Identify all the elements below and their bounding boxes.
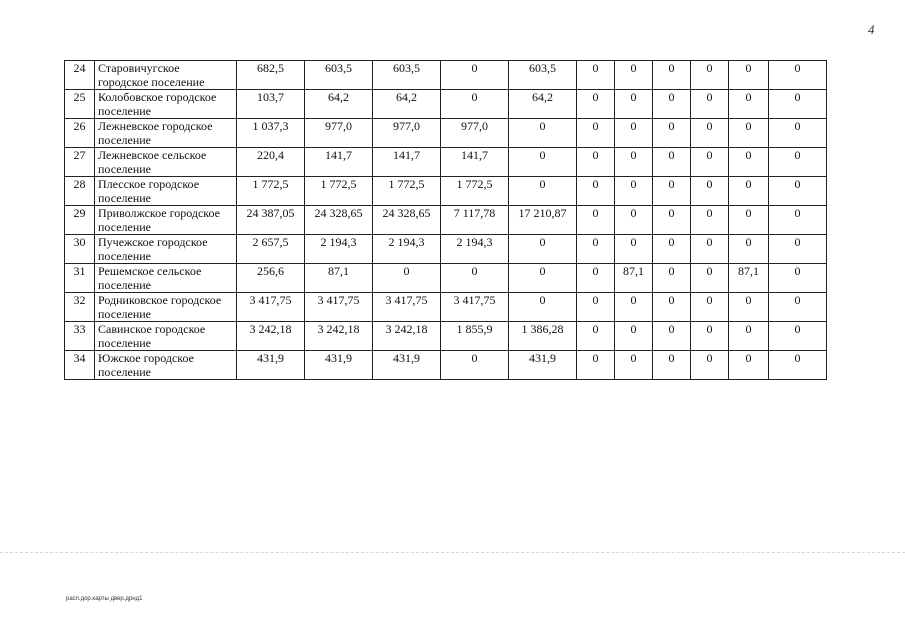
value-cell-8: 0 bbox=[653, 322, 691, 351]
value-cell-3: 141,7 bbox=[373, 148, 441, 177]
value-cell-3: 2 194,3 bbox=[373, 235, 441, 264]
row-number: 32 bbox=[65, 293, 95, 322]
value-cell-9: 0 bbox=[691, 177, 729, 206]
value-cell-8: 0 bbox=[653, 148, 691, 177]
settlement-name: Лежневское городское поселение bbox=[95, 119, 237, 148]
row-number: 31 bbox=[65, 264, 95, 293]
value-cell-7: 87,1 bbox=[615, 264, 653, 293]
value-cell-9: 0 bbox=[691, 206, 729, 235]
value-cell-10: 0 bbox=[729, 293, 769, 322]
value-cell-10: 87,1 bbox=[729, 264, 769, 293]
value-cell-11: 0 bbox=[769, 235, 827, 264]
row-number: 27 bbox=[65, 148, 95, 177]
value-cell-8: 0 bbox=[653, 235, 691, 264]
value-cell-8: 0 bbox=[653, 264, 691, 293]
value-cell-6: 0 bbox=[577, 235, 615, 264]
value-cell-8: 0 bbox=[653, 90, 691, 119]
value-cell-5: 431,9 bbox=[509, 351, 577, 380]
row-number: 34 bbox=[65, 351, 95, 380]
value-cell-2: 2 194,3 bbox=[305, 235, 373, 264]
value-cell-11: 0 bbox=[769, 293, 827, 322]
value-cell-11: 0 bbox=[769, 119, 827, 148]
value-cell-11: 0 bbox=[769, 264, 827, 293]
value-cell-2: 3 417,75 bbox=[305, 293, 373, 322]
value-cell-1: 24 387,05 bbox=[237, 206, 305, 235]
settlement-name: Савинское городское поселение bbox=[95, 322, 237, 351]
row-number: 28 bbox=[65, 177, 95, 206]
value-cell-1: 1 037,3 bbox=[237, 119, 305, 148]
row-number: 30 bbox=[65, 235, 95, 264]
value-cell-7: 0 bbox=[615, 148, 653, 177]
value-cell-5: 0 bbox=[509, 148, 577, 177]
value-cell-6: 0 bbox=[577, 177, 615, 206]
footer-filename: расп.дор.карты двер.дрнд1 bbox=[66, 596, 143, 602]
value-cell-11: 0 bbox=[769, 148, 827, 177]
value-cell-11: 0 bbox=[769, 322, 827, 351]
value-cell-10: 0 bbox=[729, 177, 769, 206]
value-cell-9: 0 bbox=[691, 293, 729, 322]
value-cell-5: 0 bbox=[509, 264, 577, 293]
value-cell-5: 0 bbox=[509, 235, 577, 264]
row-number: 26 bbox=[65, 119, 95, 148]
value-cell-6: 0 bbox=[577, 119, 615, 148]
value-cell-4: 2 194,3 bbox=[441, 235, 509, 264]
value-cell-5: 603,5 bbox=[509, 61, 577, 90]
value-cell-2: 603,5 bbox=[305, 61, 373, 90]
value-cell-9: 0 bbox=[691, 351, 729, 380]
table-row bbox=[65, 322, 827, 351]
page-number: 4 bbox=[868, 22, 875, 37]
value-cell-7: 0 bbox=[615, 206, 653, 235]
value-cell-7: 0 bbox=[615, 322, 653, 351]
value-cell-2: 64,2 bbox=[305, 90, 373, 119]
value-cell-11: 0 bbox=[769, 206, 827, 235]
value-cell-4: 141,7 bbox=[441, 148, 509, 177]
row-number: 29 bbox=[65, 206, 95, 235]
value-cell-2: 141,7 bbox=[305, 148, 373, 177]
scan-artifact-line bbox=[0, 552, 905, 553]
settlement-name: Лежневское сельское поселение bbox=[95, 148, 237, 177]
settlement-name: Колобовское городское поселение bbox=[95, 90, 237, 119]
value-cell-10: 0 bbox=[729, 119, 769, 148]
value-cell-7: 0 bbox=[615, 177, 653, 206]
value-cell-6: 0 bbox=[577, 293, 615, 322]
settlement-name: Плесское городское поселение bbox=[95, 177, 237, 206]
value-cell-5: 0 bbox=[509, 177, 577, 206]
value-cell-1: 2 657,5 bbox=[237, 235, 305, 264]
table-row bbox=[65, 90, 827, 119]
value-cell-4: 3 417,75 bbox=[441, 293, 509, 322]
value-cell-6: 0 bbox=[577, 148, 615, 177]
value-cell-3: 431,9 bbox=[373, 351, 441, 380]
value-cell-1: 3 242,18 bbox=[237, 322, 305, 351]
value-cell-2: 977,0 bbox=[305, 119, 373, 148]
value-cell-3: 64,2 bbox=[373, 90, 441, 119]
value-cell-9: 0 bbox=[691, 61, 729, 90]
settlement-name: Пучежское городское поселение bbox=[95, 235, 237, 264]
value-cell-8: 0 bbox=[653, 177, 691, 206]
settlements-table bbox=[64, 60, 827, 380]
value-cell-9: 0 bbox=[691, 119, 729, 148]
value-cell-2: 1 772,5 bbox=[305, 177, 373, 206]
value-cell-7: 0 bbox=[615, 293, 653, 322]
value-cell-8: 0 bbox=[653, 206, 691, 235]
value-cell-3: 0 bbox=[373, 264, 441, 293]
value-cell-7: 0 bbox=[615, 235, 653, 264]
value-cell-10: 0 bbox=[729, 90, 769, 119]
value-cell-6: 0 bbox=[577, 264, 615, 293]
value-cell-4: 7 117,78 bbox=[441, 206, 509, 235]
value-cell-3: 3 417,75 bbox=[373, 293, 441, 322]
value-cell-8: 0 bbox=[653, 351, 691, 380]
value-cell-7: 0 bbox=[615, 61, 653, 90]
table-row bbox=[65, 148, 827, 177]
value-cell-10: 0 bbox=[729, 61, 769, 90]
value-cell-1: 103,7 bbox=[237, 90, 305, 119]
value-cell-10: 0 bbox=[729, 148, 769, 177]
row-number: 24 bbox=[65, 61, 95, 90]
row-number: 33 bbox=[65, 322, 95, 351]
settlement-name: Решемское сельское поселение bbox=[95, 264, 237, 293]
table-row bbox=[65, 235, 827, 264]
value-cell-3: 1 772,5 bbox=[373, 177, 441, 206]
value-cell-10: 0 bbox=[729, 235, 769, 264]
table-row bbox=[65, 351, 827, 380]
value-cell-4: 1 772,5 bbox=[441, 177, 509, 206]
value-cell-1: 3 417,75 bbox=[237, 293, 305, 322]
value-cell-9: 0 bbox=[691, 322, 729, 351]
value-cell-7: 0 bbox=[615, 90, 653, 119]
value-cell-1: 682,5 bbox=[237, 61, 305, 90]
value-cell-5: 64,2 bbox=[509, 90, 577, 119]
value-cell-7: 0 bbox=[615, 351, 653, 380]
value-cell-4: 1 855,9 bbox=[441, 322, 509, 351]
value-cell-6: 0 bbox=[577, 322, 615, 351]
value-cell-1: 220,4 bbox=[237, 148, 305, 177]
table-row bbox=[65, 61, 827, 90]
value-cell-10: 0 bbox=[729, 322, 769, 351]
value-cell-8: 0 bbox=[653, 293, 691, 322]
settlement-name: Приволжское городское поселение bbox=[95, 206, 237, 235]
value-cell-5: 1 386,28 bbox=[509, 322, 577, 351]
value-cell-4: 977,0 bbox=[441, 119, 509, 148]
value-cell-1: 1 772,5 bbox=[237, 177, 305, 206]
table-row bbox=[65, 206, 827, 235]
value-cell-6: 0 bbox=[577, 351, 615, 380]
table-row bbox=[65, 177, 827, 206]
value-cell-4: 0 bbox=[441, 90, 509, 119]
value-cell-4: 0 bbox=[441, 264, 509, 293]
value-cell-11: 0 bbox=[769, 90, 827, 119]
value-cell-5: 0 bbox=[509, 293, 577, 322]
value-cell-2: 431,9 bbox=[305, 351, 373, 380]
value-cell-3: 3 242,18 bbox=[373, 322, 441, 351]
value-cell-5: 0 bbox=[509, 119, 577, 148]
value-cell-9: 0 bbox=[691, 235, 729, 264]
value-cell-8: 0 bbox=[653, 61, 691, 90]
value-cell-3: 977,0 bbox=[373, 119, 441, 148]
value-cell-4: 0 bbox=[441, 351, 509, 380]
value-cell-1: 431,9 bbox=[237, 351, 305, 380]
value-cell-6: 0 bbox=[577, 206, 615, 235]
value-cell-1: 256,6 bbox=[237, 264, 305, 293]
settlement-name: Родниковское городское поселение bbox=[95, 293, 237, 322]
value-cell-11: 0 bbox=[769, 351, 827, 380]
value-cell-9: 0 bbox=[691, 90, 729, 119]
row-number: 25 bbox=[65, 90, 95, 119]
table-row bbox=[65, 293, 827, 322]
value-cell-2: 24 328,65 bbox=[305, 206, 373, 235]
table-body bbox=[65, 61, 827, 380]
value-cell-3: 24 328,65 bbox=[373, 206, 441, 235]
value-cell-4: 0 bbox=[441, 61, 509, 90]
value-cell-5: 17 210,87 bbox=[509, 206, 577, 235]
value-cell-3: 603,5 bbox=[373, 61, 441, 90]
value-cell-10: 0 bbox=[729, 351, 769, 380]
value-cell-6: 0 bbox=[577, 61, 615, 90]
value-cell-7: 0 bbox=[615, 119, 653, 148]
value-cell-2: 3 242,18 bbox=[305, 322, 373, 351]
value-cell-2: 87,1 bbox=[305, 264, 373, 293]
table-row bbox=[65, 264, 827, 293]
value-cell-9: 0 bbox=[691, 264, 729, 293]
value-cell-10: 0 bbox=[729, 206, 769, 235]
value-cell-6: 0 bbox=[577, 90, 615, 119]
value-cell-11: 0 bbox=[769, 61, 827, 90]
value-cell-9: 0 bbox=[691, 148, 729, 177]
settlement-name: Старовичугское городское поселение bbox=[95, 61, 237, 90]
table-row bbox=[65, 119, 827, 148]
value-cell-8: 0 bbox=[653, 119, 691, 148]
value-cell-11: 0 bbox=[769, 177, 827, 206]
settlement-name: Южское городское поселение bbox=[95, 351, 237, 380]
